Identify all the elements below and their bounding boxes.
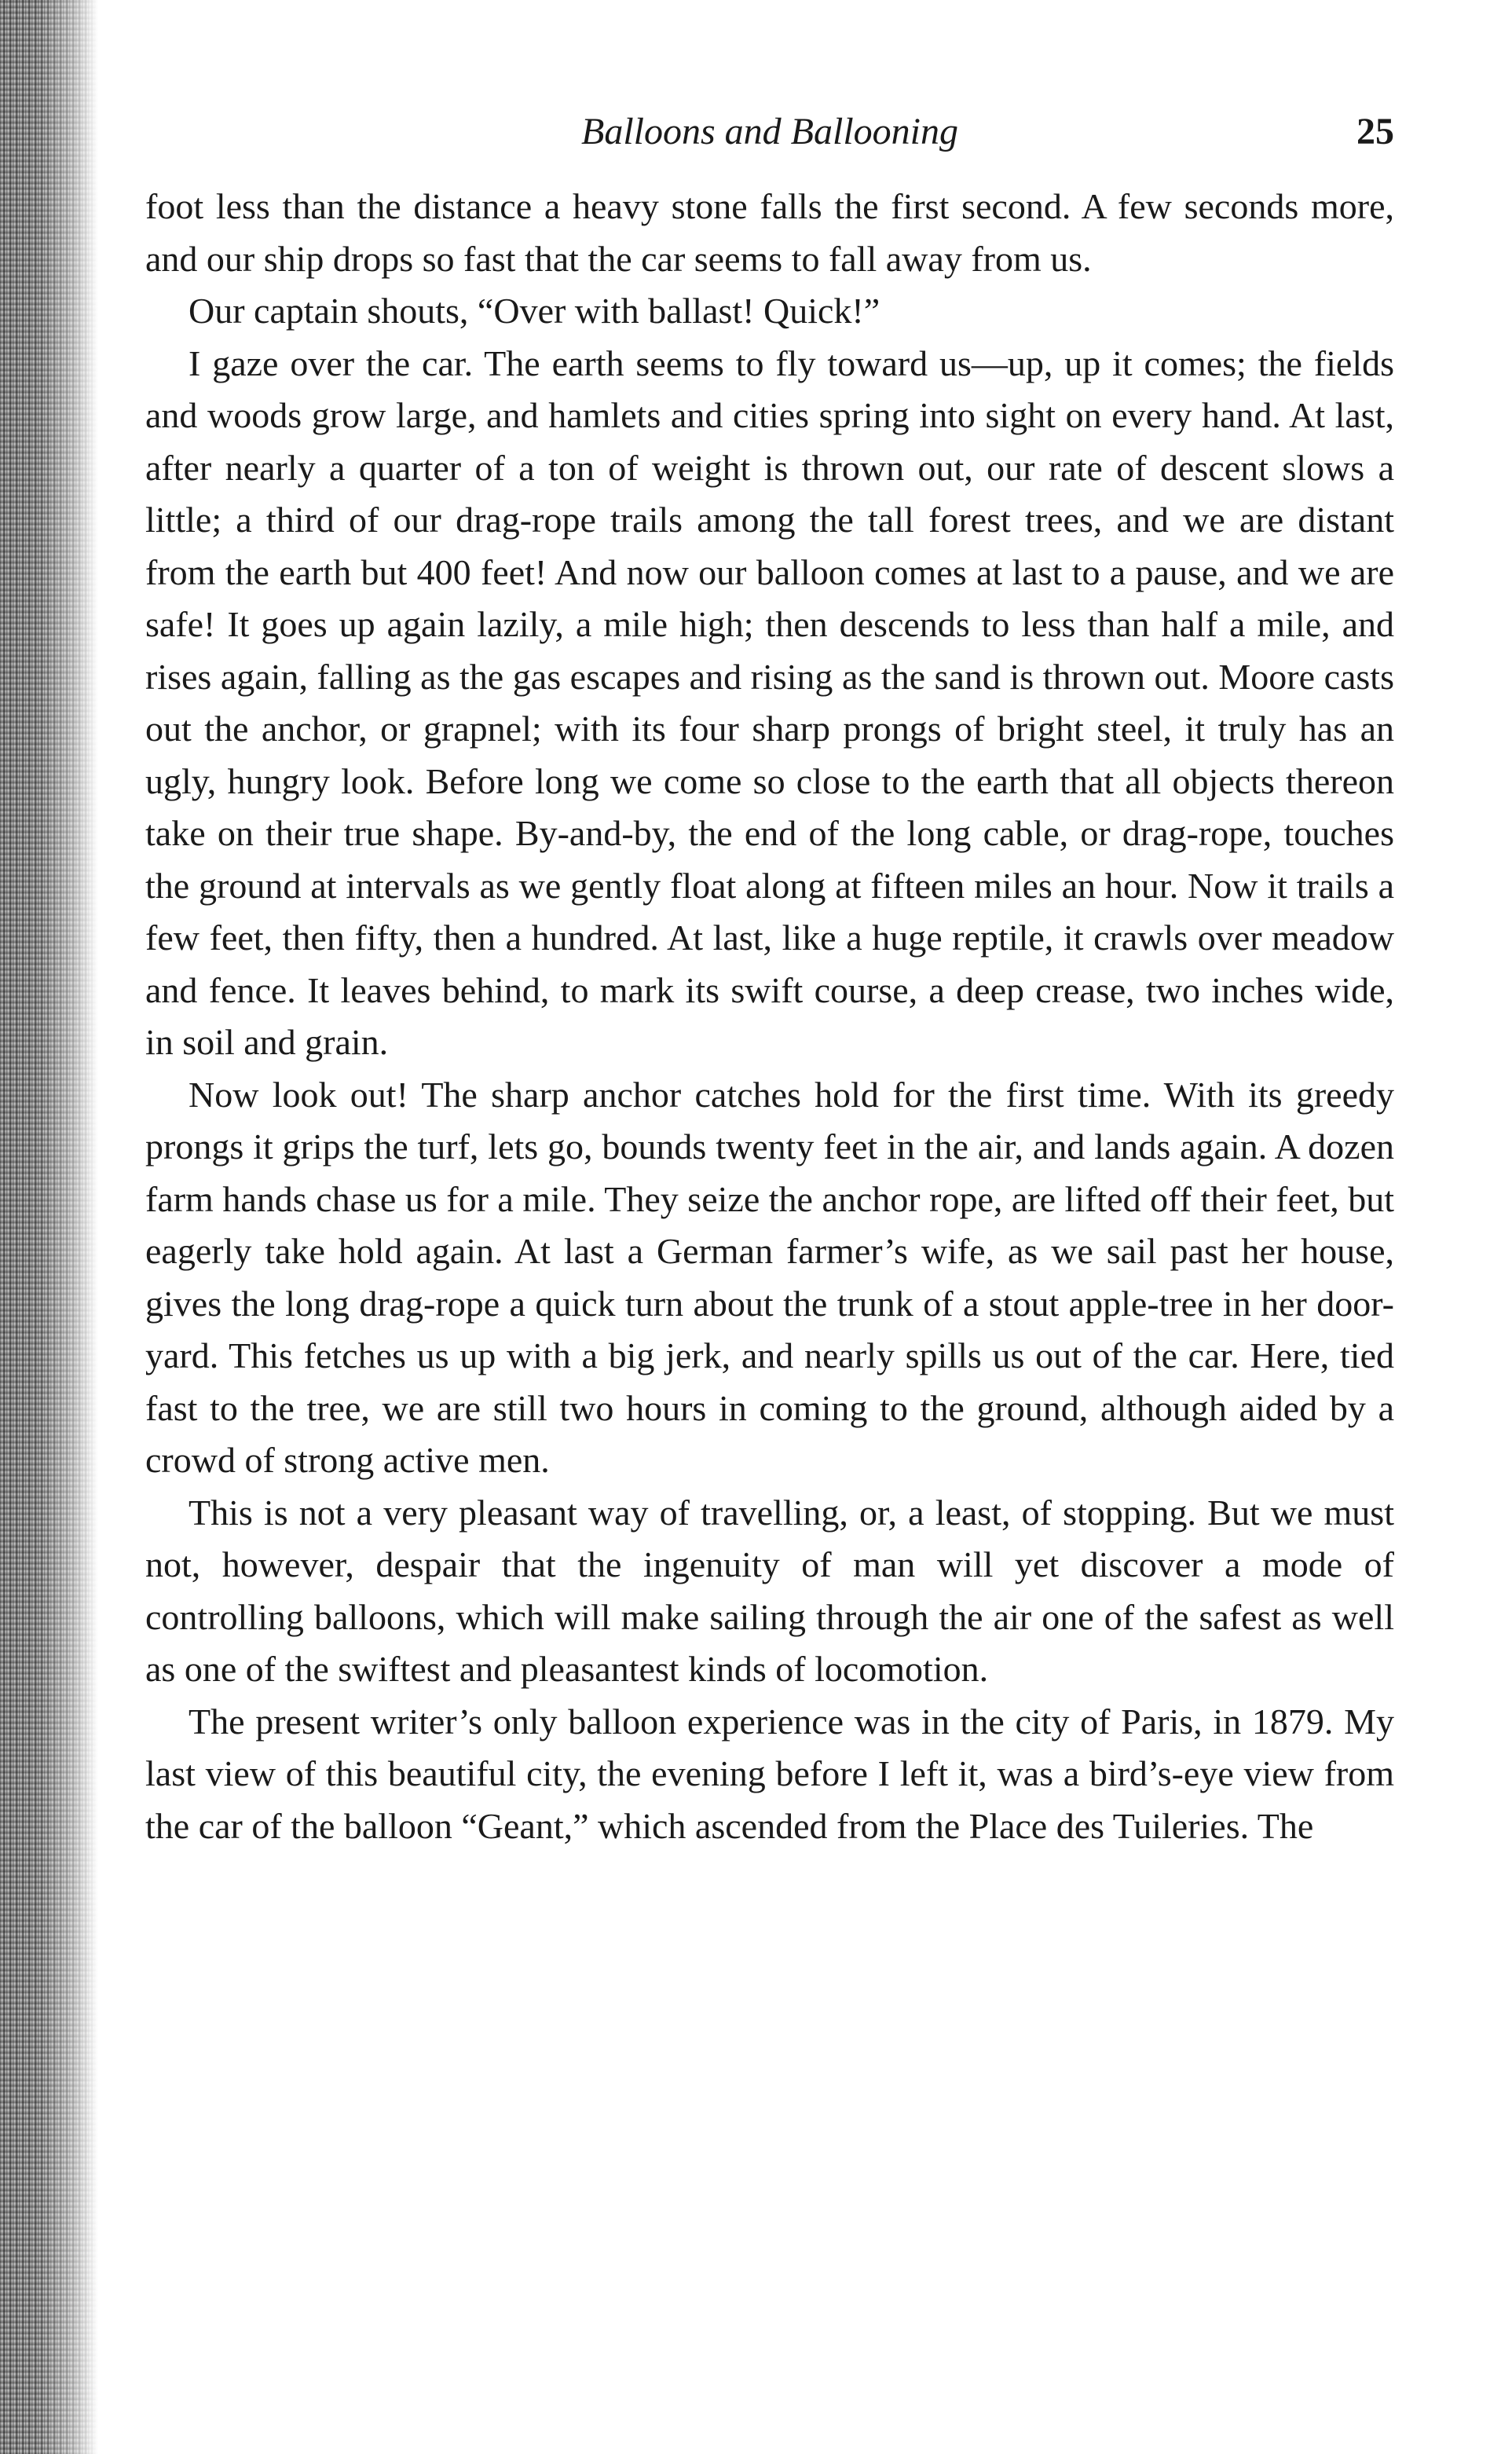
paragraph-paris: The present writer’s only balloon experience was in the city of Paris, in 1879. My last view of this beautiful city, the evening before I left it, was a bird’s-eye view from the car of the balloon “Geant,” which ascended from the Place des Tuileries. The <box>145 1701 1394 1846</box>
book-page <box>145 110 1394 1852</box>
page-binding-shadow <box>0 0 98 2454</box>
running-header <box>145 110 1394 181</box>
running-title: Balloons and Ballooning <box>581 111 958 152</box>
paragraph-descent: I gaze over the car. The earth seems to fly toward us—up, up it comes; the fields and woods grow large, and hamlets and cities spring into sight on every hand. At last, after nearly a quarter of a ton of weight is thrown out, our rate of descent slows a little; a third of our drag-rope trails among the tall forest trees, and we are distant from the earth but 400 feet! And now our balloon comes at last to a pause, and we are safe! It goes up again lazily, a mile high; then descends to less than half a mile, and rises again, falling as the gas escapes and rising as the sand is thrown out. Moore casts out the anchor, or grapnel; with its four sharp prongs of bright steel, it truly has an ugly, hungry look. Before long we come so close to the earth that all objects thereon take on their true shape. By-and-by, the end of the long cable, or drag-rope, touches the ground at intervals as we gently float along at fifteen miles an hour. Now it trails a few feet, then fifty, then a hundred. At last, like a huge reptile, it crawls over meadow and fence. It leaves behind, to mark its swift course, a deep crease, two inches wide, in soil and grain. <box>145 342 1394 1062</box>
paragraph-travelling: This is not a very pleasant way of travelling, or, a least, of stopping. But we must not, however, despair that the ingenuity of man will yet discover a mode of controlling balloons, which will make sailing through the air one of the safest as well as one of the swiftest and pleasantest kinds of locomotion. <box>145 1492 1394 1689</box>
body-text <box>145 181 1394 1852</box>
page-number: 25 <box>1356 111 1394 152</box>
paragraph-anchor: Now look out! The sharp anchor catches hold for the first time. With its greedy prongs it grips the turf, lets go, bounds twenty feet in the air, and lands again. A dozen farm hands chase us for a mile. They seize the anchor rope, are lifted off their feet, but eagerly take hold again. At last a German farmer’s wife, as we sail past her house, gives the long drag-rope a quick turn about the trunk of a stout apple-tree in her door-yard. This fetches us up with a big jerk, and nearly spills us out of the car. Here, tied fast to the tree, we are still two hours in coming to the ground, although aided by a crowd of strong active men. <box>145 1074 1394 1480</box>
paragraph-captain-shouts: Our captain shouts, “Over with ballast! Quick!” <box>189 291 880 331</box>
paragraph-continued: foot less than the distance a heavy stone falls the first second. A few seconds more, and our ship drops so fast that the car seems to fall away from us. <box>145 186 1394 279</box>
